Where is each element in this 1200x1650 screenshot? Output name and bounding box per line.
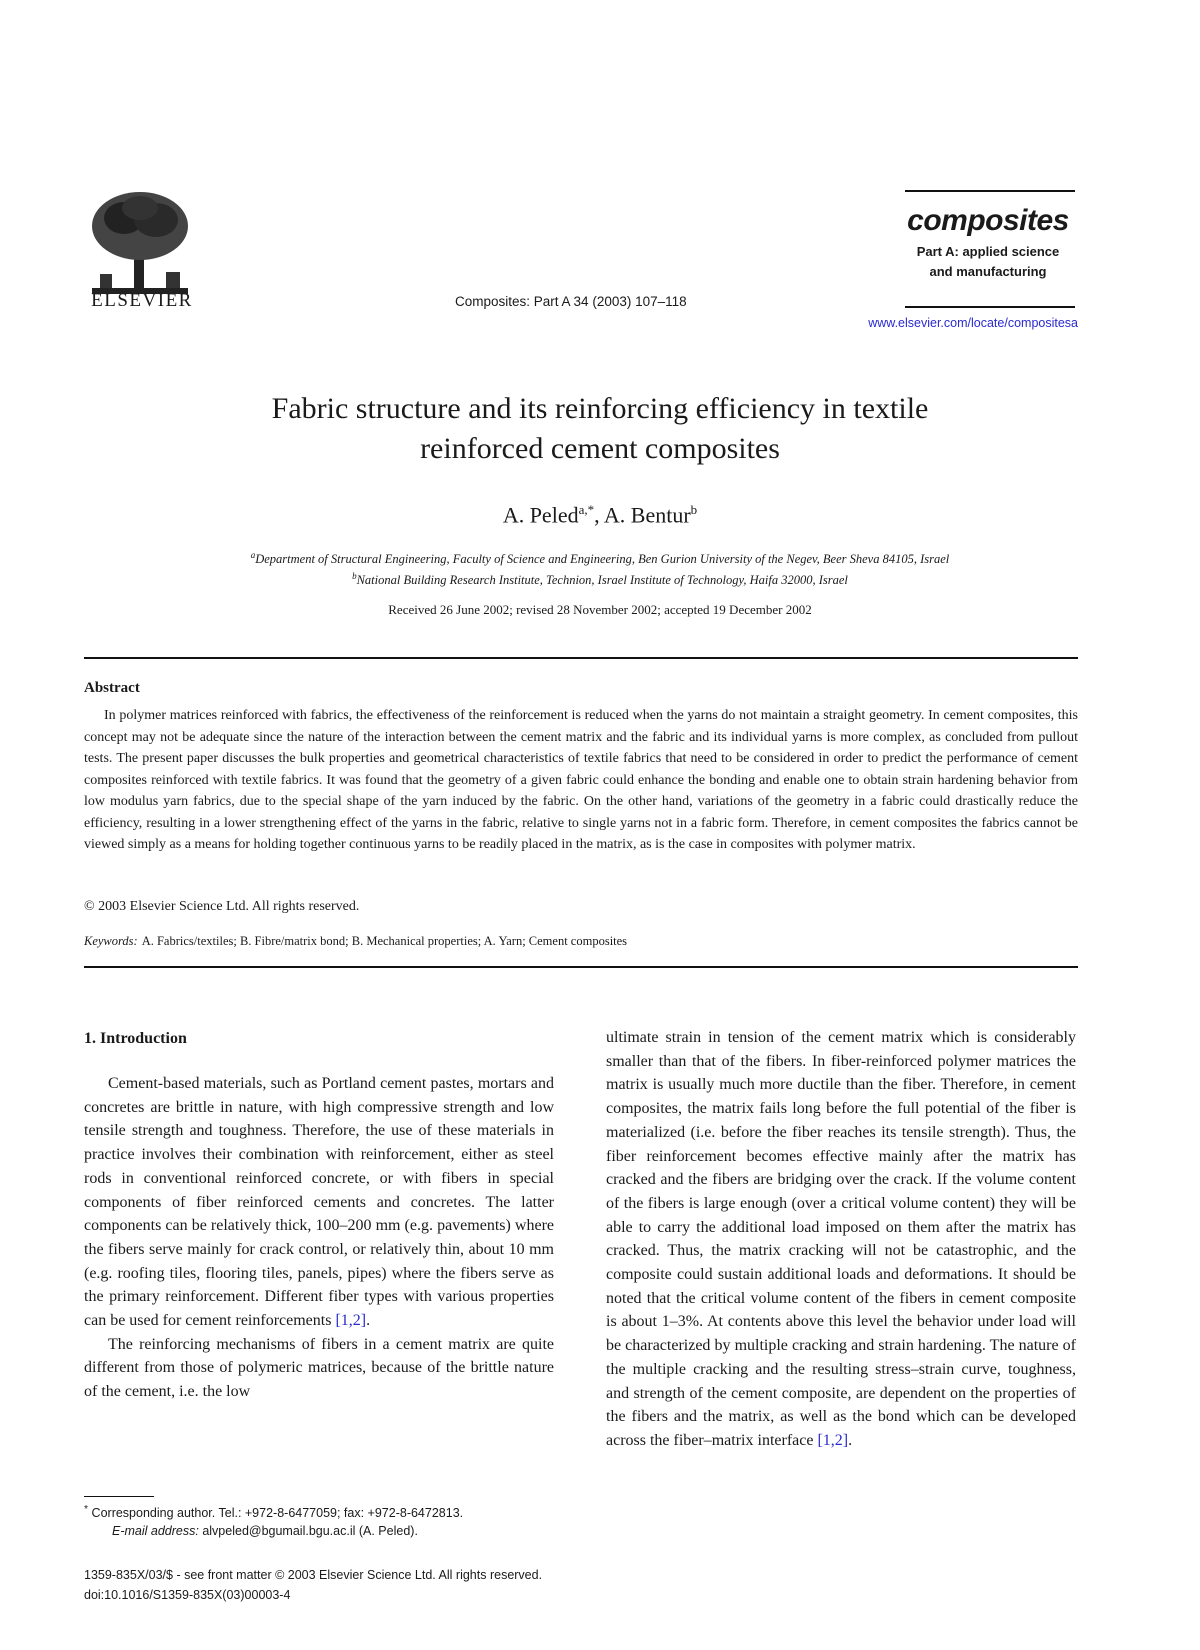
journal-name: composites: [907, 204, 1069, 237]
affiliation-2: [100, 571, 1100, 588]
article-title-line-1: Fabric structure and its reinforcing efficiency in textile: [271, 392, 929, 425]
footer-issn: 1359-835X/03/$ - see front matter © 2003 Elsevier Science Ltd. All rights reserved.: [84, 1568, 543, 1582]
affiliation-1-text: Department of Structural Engineering, Faculty of Science and Engineering, Ben Gurion University of the Negev, Beer Sheva 84105, Israel: [255, 552, 950, 567]
paragraph: The reinforcing mechanisms of fibers in a cement matrix are quite different from those of polymeric matrices, because of the brittle nature of the cement, i.e. the low: [84, 1335, 554, 1401]
paragraph: [84, 1072, 554, 1333]
citation-link[interactable]: [1,2]: [817, 1431, 849, 1449]
author-list: [100, 502, 1100, 528]
email-label: E-mail address:: [112, 1524, 199, 1538]
citation-link[interactable]: [1,2]: [335, 1312, 367, 1330]
footer-doi: doi:10.1016/S1359-835X(03)00003-4: [84, 1588, 291, 1602]
journal-subtitle-2: and manufacturing: [929, 264, 1047, 279]
email-link[interactable]: alvpeled@bgumail.bgu.ac.il (A. Peled).: [202, 1524, 418, 1538]
abstract-rule-top: [84, 657, 1078, 659]
abstract-copyright: © 2003 Elsevier Science Ltd. All rights reserved.: [84, 899, 360, 914]
footnote-text: Corresponding author. Tel.: +972-8-6477059; fax: +972-8-6472813.: [91, 1506, 464, 1521]
keywords-label: Keywords:: [84, 934, 138, 948]
journal-url-link[interactable]: www.elsevier.com/locate/compositesa: [868, 316, 1078, 330]
paragraph-end: .: [848, 1431, 853, 1449]
affiliation-2-text: National Building Research Institute, Technion, Israel Institute of Technology, Haifa 32000, Israel: [356, 573, 848, 588]
author-1: A. Peled: [502, 502, 579, 528]
affiliation-1: [100, 550, 1100, 567]
paragraph-text: Cement-based materials, such as Portland cement pastes, mortars and concretes are brittle in nature, with high compressive strength and low tensile strength and toughness. Therefore, the use of these materials in practice involves their combination with reinforcement, either as steel rods in conventional reinforced concrete, or with fibers in special components of fiber reinforced cements and concretes. The latter components can be relatively thick, 100–200 mm (e.g. pavements) where the fibers serve mainly for crack control, or relatively thin, about 10 mm (e.g. roofing tiles, flooring tiles, panels, pipes) where the fibers serve as the primary reinforcement. Different fiber types with various properties can be used for cement reinforcements: [84, 1075, 554, 1330]
paragraph-end: .: [366, 1312, 371, 1330]
journal-subtitle-1: Part A: applied science: [916, 244, 1060, 259]
keywords-list: A. Fabrics/textiles; B. Fibre/matrix bond; B. Mechanical properties; A. Yarn; Cement composites: [141, 934, 628, 948]
article-title-line-2: reinforced cement composites: [420, 432, 780, 465]
author-2: A. Bentur: [603, 502, 691, 528]
author-1-marks: a,*: [578, 502, 595, 517]
footnote-rule: [84, 1496, 154, 1497]
journal-citation: Composites: Part A 34 (2003) 107–118: [455, 294, 687, 309]
abstract-text: In polymer matrices reinforced with fabrics, the effectiveness of the reinforcement is reduced when the yarns do not maintain a straight geometry. In cement composites, this concept may not be adequate since the nature of the interaction between the cement matrix and the fabric and its individual yarns is more complex, as concluded from pullout tests. The present paper discusses the bulk properties and geometrical characteristics of textile fabrics that need to be considered in order to predict the performance of cement composites reinforced with textile fabrics. It was found that the geometry of a given fabric could enhance the bonding and enable one to obtain strain hardening behavior from low modulus yarn fabrics, due to the special shape of the yarn induced by the fabric. On the other hand, variations of the geometry in a fabric could drastically reduce the efficiency, resulting in a lower strengthening effect of the yarns in the fabric, relative to single yarns not in a fabric form. Therefore, in cement composites the fabrics cannot be viewed simply as a means for holding together continuous yarns to be readily placed in the matrix, as is the case in composites with polymer matrix.: [84, 708, 1078, 852]
publisher-name: ELSEVIER: [91, 290, 193, 311]
journal-rule-top: [905, 190, 1075, 192]
abstract-heading: Abstract: [84, 680, 140, 696]
affiliation-1-mark: a: [250, 550, 256, 560]
journal-rule-bottom: [905, 306, 1075, 308]
affiliation-2-mark: b: [352, 571, 357, 581]
author-separator: ,: [594, 502, 604, 528]
section-heading: 1. Introduction: [84, 1030, 187, 1047]
footnote-corresponding: [84, 1504, 463, 1520]
paragraph: [606, 1026, 1076, 1453]
footnote-mark: *: [84, 1504, 89, 1515]
keywords: [84, 934, 627, 949]
footnote-email: [112, 1524, 418, 1538]
abstract-rule-bottom: [84, 966, 1078, 968]
left-column: [84, 1072, 554, 1404]
paragraph-text: ultimate strain in tension of the cement matrix which is considerably smaller than that of the fibers. In fiber-reinforced polymer matrices the matrix is usually much more ductile than the fiber. Therefore, in cement composites, the matrix fails long before the full potential of the fiber is materialized (i.e. before the fiber reaches its tensile strength). Thus, the fiber reinforcement becomes effective mainly after the matrix has cracked and the fibers are bridging over the crack. If the volume content of the fibers is large enough (over a critical volume content) they will be able to carry the additional load imposed on them after the matrix has cracked. Thus, the matrix cracking will not be catastrophic, and the composite could sustain additional loads and deformations. It should be noted that the critical volume content of the fibers in cement composite is about 1–3%. At contents above this level the behavior under load will be characterized by multiple cracking and strain hardening. The nature of the multiple cracking and the resulting stress–strain curve, toughness, and strength of the cement composite, are dependent on the properties of the fibers and the matrix, as well as the bond which can be developed across the fiber–matrix interface: [606, 1029, 1076, 1449]
right-column: [606, 1026, 1076, 1453]
article-dates: Received 26 June 2002; revised 28 November 2002; accepted 19 December 2002: [388, 602, 812, 617]
author-2-marks: b: [690, 502, 698, 517]
